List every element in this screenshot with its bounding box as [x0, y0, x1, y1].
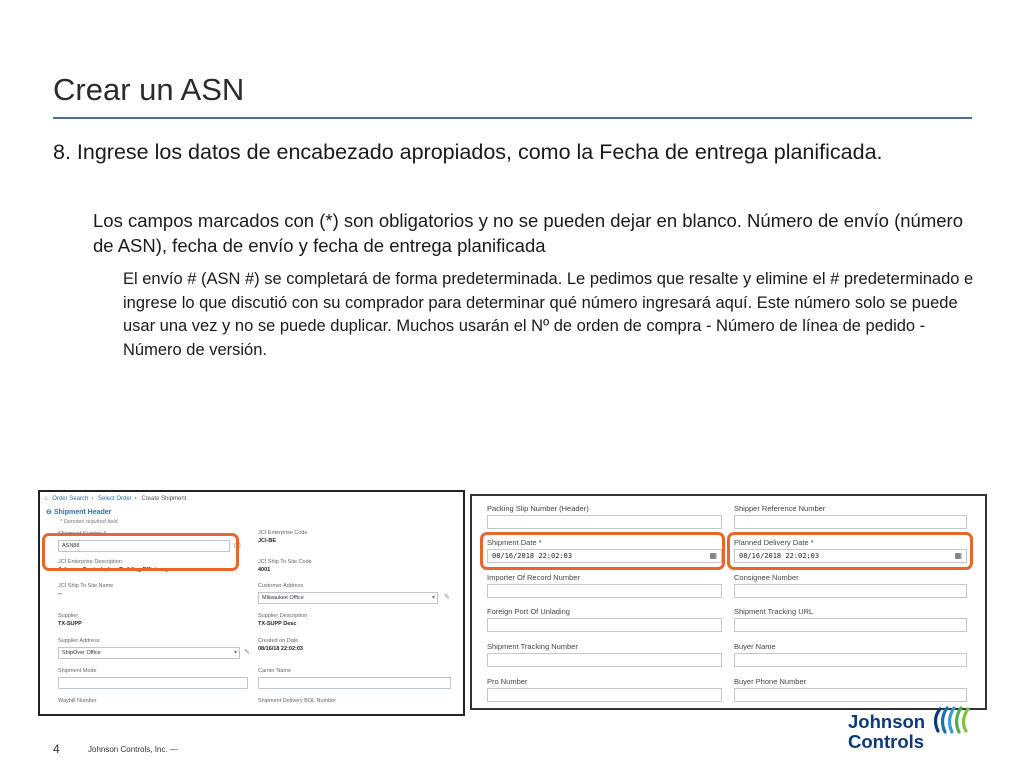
breadcrumb: ⌂ Order Search › Select Order › Create Shipment: [44, 496, 187, 502]
home-icon[interactable]: ⌂: [44, 496, 48, 502]
consignee-input[interactable]: [734, 584, 967, 598]
created-on-value: 08/16/18 22:02:03: [258, 646, 303, 652]
jci-ship-to-name-label: JCI Ship To Site Name: [58, 583, 114, 589]
shipment-header-screenshot: [38, 490, 465, 716]
jci-enterprise-code-value: JCI-BE: [258, 538, 277, 544]
buyer-phone-input[interactable]: [734, 688, 967, 702]
jci-ship-to-name-value: --: [58, 591, 62, 597]
created-on-label: Created on Date: [258, 638, 299, 644]
planned-delivery-input[interactable]: 08/16/2018 22:02:03 ▦: [734, 549, 967, 563]
slide-title: Crear un ASN: [53, 72, 245, 107]
importer-label: Importer Of Record Number: [487, 573, 580, 582]
carrier-name-label: Carrier Name: [258, 668, 292, 674]
bol-label: Shipment Delivery BOL Number: [258, 698, 337, 704]
shipment-mode-label: Shipment Mode: [58, 668, 97, 674]
footer-text: Johnson Controls, Inc. —: [88, 745, 178, 754]
planned-delivery-label: Planned Delivery Date *: [734, 538, 814, 547]
buyer-phone-label: Buyer Phone Number: [734, 677, 807, 686]
bullet-level2: Los campos marcados con (*) son obligatorios y no se pueden dejar en blanco. Número de envío (número de ASN), fecha de envío y fecha de entrega planificada: [93, 210, 963, 256]
calendar-icon[interactable]: ▦: [954, 551, 962, 560]
customer-address-select[interactable]: Milwaukee Office ▾: [258, 592, 438, 604]
supplier-desc-value: TX-SUPP Desc: [258, 621, 297, 627]
jci-enterprise-desc-label: JCI Enterprise Description: [58, 559, 122, 565]
collapse-icon[interactable]: ⊖: [46, 509, 54, 516]
page-number: 4: [53, 742, 60, 756]
shipper-reference-label: Shipper Reference Number: [734, 504, 826, 513]
calendar-icon[interactable]: ▦: [709, 551, 717, 560]
buyer-name-label: Buyer Name: [734, 642, 776, 651]
foreign-port-label: Foreign Port Of Unlading: [487, 607, 570, 616]
edit-icon[interactable]: ✎: [244, 649, 250, 656]
shipment-number-counter: (0): [234, 543, 241, 549]
pro-number-input[interactable]: [487, 688, 722, 702]
breadcrumb-order-search[interactable]: Order Search: [52, 496, 89, 502]
supplier-desc-label: Supplier Description: [258, 613, 308, 619]
shipment-tracking-url-label: Shipment Tracking URL: [734, 607, 814, 616]
chevron-down-icon: ▾: [431, 595, 435, 601]
johnson-controls-logo: [848, 705, 978, 755]
planned-delivery-highlight: [727, 532, 973, 570]
title-divider: [53, 117, 972, 119]
buyer-name-input[interactable]: [734, 653, 967, 667]
shipment-date-highlight: [480, 532, 725, 570]
breadcrumb-create-shipment: Create Shipment: [141, 496, 187, 502]
logo-mark-icon: [932, 705, 976, 735]
shipment-number-label: Shipment Number *: [58, 531, 106, 537]
shipment-number-highlight: [42, 533, 239, 571]
carrier-name-input[interactable]: [258, 677, 451, 689]
shipment-dates-screenshot: [470, 494, 987, 710]
shipment-tracking-number-label: Shipment Tracking Number: [487, 642, 578, 651]
required-note: * Denotes required field.: [60, 519, 120, 525]
shipment-number-input[interactable]: ASN88: [58, 540, 230, 552]
shipment-mode-input[interactable]: [58, 677, 248, 689]
supplier-address-label: Supplier Address: [58, 638, 100, 644]
shipper-reference-input[interactable]: [734, 515, 967, 529]
jci-enterprise-desc-value: Johnson Controls, Inc. Building Efficiency: [58, 567, 169, 573]
bullet-level3: El envío # (ASN #) se completará de forma predeterminada. Le pedimos que resalte y elimine el # predeterminado e ingrese lo que discutió con su comprador para determinar qué número ingresará aquí. Este número solo se puede usar una vez y no se puede duplicar. Muchos usarán el Nº de orden de compra - Número de línea de pedido - Número de versión.: [123, 270, 974, 359]
shipment-date-input[interactable]: 08/16/2018 22:02:03 ▦: [487, 549, 722, 563]
jci-ship-to-code-value: 4001: [258, 567, 271, 573]
edit-icon[interactable]: ✎: [444, 594, 450, 601]
logo-line1: Johnson: [848, 711, 926, 732]
supplier-address-select[interactable]: ShipOver Office ▾: [58, 647, 240, 659]
shipment-date-label: Shipment Date *: [487, 538, 542, 547]
consignee-label: Consignee Number: [734, 573, 799, 582]
logo-line2: Controls: [848, 731, 925, 752]
bullet-level1: 8. Ingrese los datos de encabezado apropiados, como la Fecha de entrega planificada.: [53, 140, 883, 164]
foreign-port-input[interactable]: [487, 618, 722, 632]
jci-enterprise-code-label: JCI Enterprise Code: [258, 530, 308, 536]
breadcrumb-select-order[interactable]: Select Order: [97, 496, 132, 502]
pro-number-label: Pro Number: [487, 677, 528, 686]
packing-slip-input[interactable]: [487, 515, 722, 529]
packing-slip-label: Packing Slip Number (Header): [487, 504, 589, 513]
supplier-label: Supplier: [58, 613, 79, 619]
waybill-label: Waybill Number: [58, 698, 97, 704]
importer-input[interactable]: [487, 584, 722, 598]
shipment-tracking-url-input[interactable]: [734, 618, 967, 632]
shipment-tracking-number-input[interactable]: [487, 653, 722, 667]
supplier-value: TX-SUPP: [58, 621, 82, 627]
chevron-down-icon: ▾: [233, 650, 237, 656]
section-title[interactable]: ⊖ Shipment Header: [46, 509, 112, 516]
jci-ship-to-code-label: JCI Ship To Site Code: [258, 559, 312, 565]
customer-address-label: Customer Address: [258, 583, 304, 589]
